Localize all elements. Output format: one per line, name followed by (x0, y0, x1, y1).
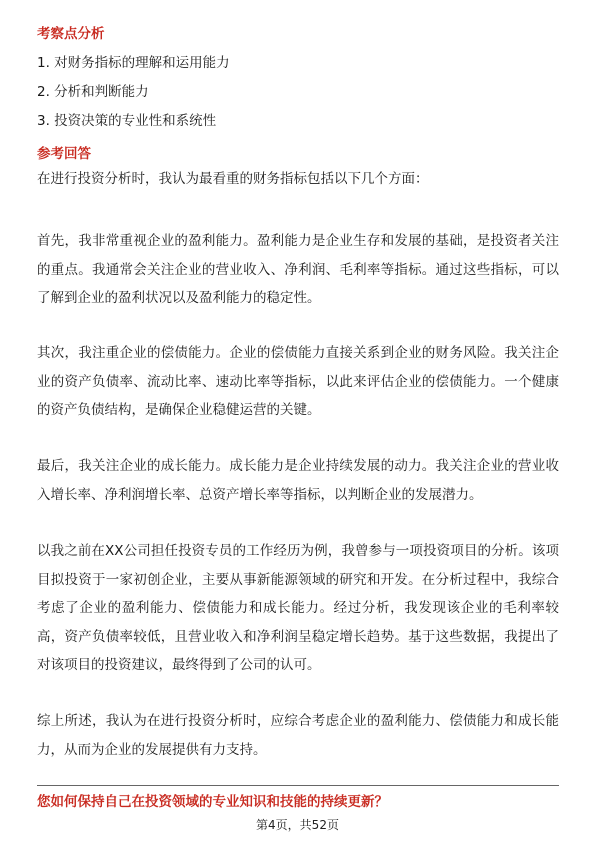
answer-paragraph-example: 以我之前在XX公司担任投资专员的工作经历为例，我曾参与一项投资项目的分析。该项目拟投资于一家初创企业，主要从事新能源领域的研究和开发。在分析过程中，我综合考虑了企业的盈利能力、偿债能力和成长能力。经过分析，我发现该企业的毛利率较高，资产负债率较低，且营业收入和净利润呈稳定增长趋势。基于这些数据，我提出了对该项目的投资建议，最终得到了公司的认可。 (37, 543, 559, 674)
exam-point-item-2: 2. 分析和判断能力 (37, 84, 149, 100)
exam-points-heading: 考察点分析 (37, 26, 105, 42)
answer-paragraph-profitability: 首先，我非常重视企业的盈利能力。盈利能力是企业生存和发展的基础，是投资者关注的重点。我通常会关注企业的营业收入、净利润、毛利率等指标。通过这些指标，可以了解到企业的盈利状况以及盈利能力的稳定性。 (37, 233, 559, 307)
answer-paragraph-growth: 最后，我关注企业的成长能力。成长能力是企业持续发展的动力。我关注企业的营业收入增长率、净利润增长率、总资产增长率等指标，以判断企业的发展潜力。 (37, 458, 559, 503)
answer-paragraph-intro: 在进行投资分析时，我认为最看重的财务指标包括以下几个方面： (37, 171, 429, 187)
exam-point-item-1: 1. 对财务指标的理解和运用能力 (37, 55, 230, 71)
section-divider (37, 785, 559, 786)
exam-point-item-3: 3. 投资决策的专业性和系统性 (37, 113, 217, 129)
answer-paragraph-summary: 综上所述，我认为在进行投资分析时，应综合考虑企业的盈利能力、偿债能力和成长能力，从而为企业的发展提供有力支持。 (37, 713, 559, 758)
page-number-footer: 第4页，共52页 (256, 818, 339, 832)
answer-paragraph-solvency: 其次，我注重企业的偿债能力。企业的偿债能力直接关系到企业的财务风险。我关注企业的资产负债率、流动比率、速动比率等指标，以此来评估企业的偿债能力。一个健康的资产负债结构，是确保企业稳健运营的关键。 (37, 345, 559, 419)
next-question-heading: 您如何保持自己在投资领域的专业知识和技能的持续更新？ (37, 794, 388, 810)
reference-answer-heading: 参考回答 (37, 146, 91, 162)
